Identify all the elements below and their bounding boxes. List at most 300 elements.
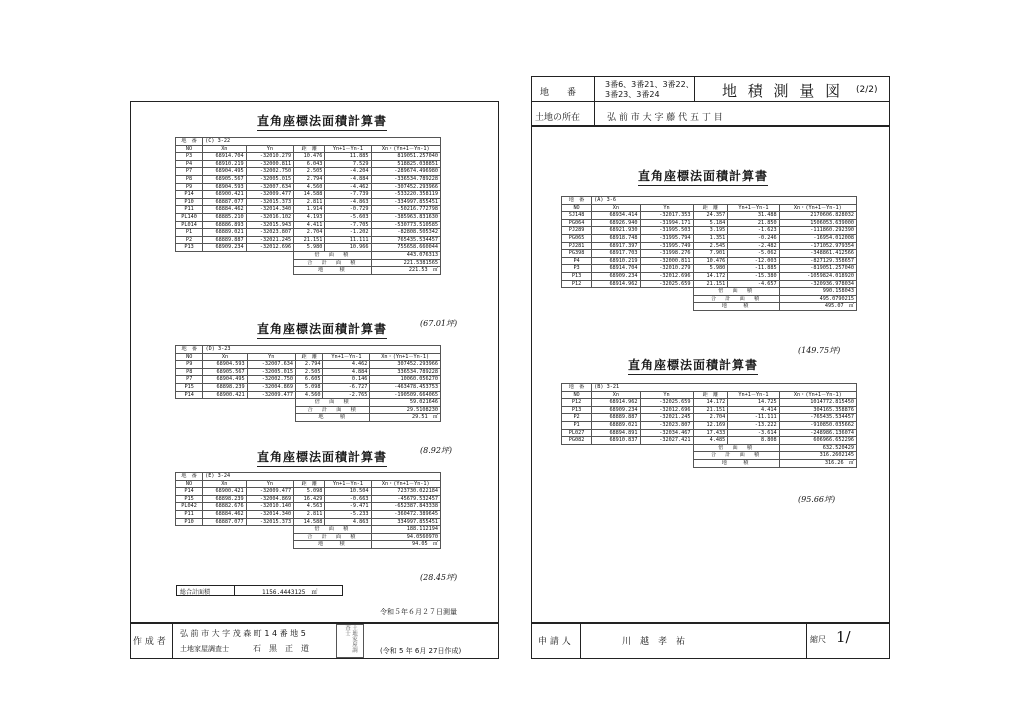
page-number: (2/2) bbox=[856, 85, 878, 95]
table-cell: -3.614 bbox=[728, 429, 779, 437]
table-cell: -32010.279 bbox=[640, 265, 693, 273]
table-cell: P11 bbox=[176, 510, 203, 518]
scale-divider bbox=[806, 623, 807, 659]
table-cell: 68910.219 bbox=[203, 160, 246, 168]
summary-spacer bbox=[176, 541, 294, 549]
table-cell: 68889.021 bbox=[203, 229, 246, 237]
table-cell: 31.488 bbox=[728, 212, 779, 220]
table-e bbox=[175, 472, 441, 549]
table-cell: -31998.276 bbox=[640, 250, 693, 258]
column-header: NO bbox=[176, 145, 203, 153]
table-cell: -15.380 bbox=[728, 272, 779, 280]
table-cell: 68934.414 bbox=[592, 212, 640, 220]
table-row bbox=[176, 191, 441, 199]
column-header: 距 離 bbox=[693, 204, 728, 212]
summary-spacer bbox=[176, 526, 294, 534]
table-cell: 5.980 bbox=[294, 244, 325, 252]
table-cell: -1059824.018920 bbox=[779, 272, 856, 280]
table-cell: P7 bbox=[176, 376, 203, 384]
column-header: Xn・(Yn+1－Yn-1) bbox=[779, 204, 856, 212]
table-cell: 10060.056270 bbox=[370, 376, 441, 384]
land-area-row bbox=[176, 267, 441, 275]
lot-row bbox=[562, 197, 857, 205]
table-row bbox=[562, 406, 857, 414]
table-cell: 2.505 bbox=[295, 368, 323, 376]
double-area-label: 倍 面 積 bbox=[294, 526, 371, 534]
table-cell: 5.098 bbox=[295, 383, 323, 391]
total-area-row bbox=[176, 406, 441, 414]
table-cell: 4.193 bbox=[294, 213, 325, 221]
table-cell: 68921.930 bbox=[592, 227, 640, 235]
table-cell: P13 bbox=[562, 406, 592, 414]
table-row bbox=[176, 368, 441, 376]
table-cell: -348861.412566 bbox=[779, 250, 856, 258]
table-cell: 1.914 bbox=[294, 206, 325, 214]
column-header: Yn+1－Yn-1 bbox=[325, 480, 371, 488]
land-area-value: 316.26 ㎡ bbox=[779, 459, 856, 467]
lot-value: (C) 3-22 bbox=[203, 138, 441, 146]
table-e-title: 直角座標法面積計算書 bbox=[257, 448, 387, 467]
table-cell: 68914.704 bbox=[203, 153, 246, 161]
column-header: Yn+1－Yn-1 bbox=[325, 145, 371, 153]
table-cell: 68914.962 bbox=[592, 399, 640, 407]
table-cell: -32000.811 bbox=[640, 257, 693, 265]
column-header: Xn bbox=[203, 145, 246, 153]
column-header: Yn+1－Yn-1 bbox=[728, 391, 779, 399]
table-cell: -360472.389645 bbox=[371, 510, 440, 518]
table-cell: 5.098 bbox=[294, 488, 325, 496]
total-area-label: 合 計 面 積 bbox=[294, 259, 371, 267]
lot-row bbox=[176, 346, 441, 354]
table-cell: 2.811 bbox=[294, 510, 325, 518]
land-area-row bbox=[562, 459, 857, 467]
table-cell: 518825.038851 bbox=[371, 160, 440, 168]
table-row bbox=[176, 503, 441, 511]
table-cell: 4.462 bbox=[323, 361, 370, 369]
author-divider bbox=[172, 623, 173, 659]
table-row bbox=[176, 236, 441, 244]
table-cell: 68914.962 bbox=[592, 280, 640, 288]
summary-spacer bbox=[176, 251, 294, 259]
table-cell: -32034.467 bbox=[640, 429, 693, 437]
table-cell: 7.901 bbox=[693, 250, 728, 258]
table-a-body bbox=[562, 197, 857, 311]
total-area-value: 495.0790215 bbox=[779, 295, 856, 303]
table-cell: P14 bbox=[176, 191, 203, 199]
table-cell: -32023.807 bbox=[640, 421, 693, 429]
table-cell: -0.663 bbox=[325, 495, 371, 503]
table-cell: PG398 bbox=[562, 250, 592, 258]
header-row bbox=[176, 145, 441, 153]
table-cell: 2.545 bbox=[693, 242, 728, 250]
table-row bbox=[176, 198, 441, 206]
header-row bbox=[176, 480, 441, 488]
table-cell: -827129.358657 bbox=[779, 257, 856, 265]
table-cell: -32007.634 bbox=[247, 361, 295, 369]
table-cell: 10.966 bbox=[325, 244, 371, 252]
table-row bbox=[562, 234, 857, 242]
table-cell: 68884.462 bbox=[203, 206, 246, 214]
summary-spacer bbox=[176, 406, 296, 414]
table-cell: 68889.021 bbox=[592, 421, 640, 429]
double-area-label: 倍 面 積 bbox=[295, 399, 369, 407]
table-cell: 2.794 bbox=[294, 175, 325, 183]
table-cell: -32027.421 bbox=[640, 437, 693, 445]
land-area-label: 地 積 bbox=[295, 414, 369, 422]
table-cell: -32015.373 bbox=[246, 518, 294, 526]
double-area-row bbox=[176, 526, 441, 534]
lot-label: 地 番 bbox=[176, 346, 203, 354]
table-c-title: 直角座標法面積計算書 bbox=[257, 112, 387, 131]
table-cell: PL042 bbox=[176, 503, 203, 511]
double-area-row bbox=[176, 251, 441, 259]
column-header: Yn+1－Yn-1 bbox=[323, 353, 370, 361]
table-cell: 68884.462 bbox=[203, 510, 246, 518]
table-cell: P1 bbox=[562, 421, 592, 429]
column-header: Xn・(Yn+1－Yn-1) bbox=[371, 145, 440, 153]
column-header: NO bbox=[562, 391, 592, 399]
table-cell: SJ148 bbox=[562, 212, 592, 220]
table-cell: -32004.869 bbox=[247, 383, 295, 391]
lot-row bbox=[562, 384, 857, 392]
column-header: 距 離 bbox=[294, 480, 325, 488]
table-cell: -336534.789228 bbox=[371, 175, 440, 183]
table-row bbox=[176, 244, 441, 252]
table-cell: -32000.811 bbox=[246, 160, 294, 168]
table-cell: P7 bbox=[176, 168, 203, 176]
table-cell: 2.794 bbox=[295, 361, 323, 369]
table-cell: P13 bbox=[562, 272, 592, 280]
lot-value: (B) 3-21 bbox=[592, 384, 857, 392]
table-cell: PJ281 bbox=[562, 242, 592, 250]
double-area-value: 632.520429 bbox=[779, 444, 856, 452]
total-area-row bbox=[562, 452, 857, 460]
table-cell: 1014772.815450 bbox=[779, 399, 856, 407]
total-area-value: 29.5108230 bbox=[370, 406, 441, 414]
table-cell: -12.003 bbox=[728, 257, 779, 265]
table-cell: P14 bbox=[176, 391, 203, 399]
table-cell: -11.111 bbox=[728, 414, 779, 422]
table-cell: 6.605 bbox=[295, 376, 323, 384]
double-area-row bbox=[176, 399, 441, 407]
table-cell: -289674.496980 bbox=[371, 168, 440, 176]
table-cell: -4.863 bbox=[325, 198, 371, 206]
table-row bbox=[176, 229, 441, 237]
table-cell: 4.411 bbox=[294, 221, 325, 229]
table-cell: -5.233 bbox=[325, 510, 371, 518]
double-area-value: 443.076313 bbox=[371, 251, 440, 259]
land-area-row bbox=[176, 414, 441, 422]
table-row bbox=[176, 160, 441, 168]
column-header: Xn bbox=[592, 391, 640, 399]
lot-label: 地 番 bbox=[176, 138, 203, 146]
table-cell: -385963.831630 bbox=[371, 213, 440, 221]
table-cell: -32010.140 bbox=[246, 503, 294, 511]
table-cell: 10.504 bbox=[325, 488, 371, 496]
table-cell: -32017.353 bbox=[640, 212, 693, 220]
table-cell: -31994.171 bbox=[640, 219, 693, 227]
table-row bbox=[176, 510, 441, 518]
table-cell: -32012.696 bbox=[640, 406, 693, 414]
table-cell: 68900.421 bbox=[203, 191, 246, 199]
header-row bbox=[562, 204, 857, 212]
table-cell: -5.062 bbox=[728, 250, 779, 258]
table-cell: -32021.245 bbox=[246, 236, 294, 244]
table-cell: 10.476 bbox=[693, 257, 728, 265]
double-area-label: 倍 面 積 bbox=[294, 251, 371, 259]
table-cell: PG082 bbox=[562, 437, 592, 445]
column-header: Yn+1－Yn-1 bbox=[728, 204, 779, 212]
table-cell: -7.739 bbox=[325, 191, 371, 199]
table-cell: -0.246 bbox=[728, 234, 779, 242]
table-row bbox=[562, 242, 857, 250]
lot-value: (D) 3-23 bbox=[203, 346, 441, 354]
table-cell: -32002.750 bbox=[246, 168, 294, 176]
table-cell: 16.429 bbox=[294, 495, 325, 503]
table-cell: 21.850 bbox=[728, 219, 779, 227]
table-cell: -32009.477 bbox=[246, 191, 294, 199]
table-cell: 68882.676 bbox=[203, 503, 246, 511]
table-cell: 21.151 bbox=[294, 236, 325, 244]
table-cell: 17.433 bbox=[693, 429, 728, 437]
double-area-label: 倍 面 積 bbox=[693, 444, 779, 452]
grand-total-value: 1156.4443125 ㎡ bbox=[262, 589, 318, 596]
column-header: Xn bbox=[203, 480, 246, 488]
table-cell: 307452.293966 bbox=[370, 361, 441, 369]
table-cell: -5.603 bbox=[325, 213, 371, 221]
table-cell: 1506053.639000 bbox=[779, 219, 856, 227]
column-header: Yn bbox=[247, 353, 295, 361]
table-cell: -463478.453753 bbox=[370, 383, 441, 391]
table-d-title: 直角座標法面積計算書 bbox=[257, 320, 387, 339]
table-cell: -32002.750 bbox=[247, 376, 295, 384]
column-header: Xn・(Yn+1－Yn-1) bbox=[371, 480, 440, 488]
table-cell: -765435.534457 bbox=[779, 414, 856, 422]
table-cell: P3 bbox=[562, 265, 592, 273]
table-cell: 68918.748 bbox=[592, 234, 640, 242]
column-header: Xn・(Yn+1－Yn-1) bbox=[370, 353, 441, 361]
table-cell: 0.146 bbox=[323, 376, 370, 384]
lot-row bbox=[176, 138, 441, 146]
table-cell: P3 bbox=[176, 153, 203, 161]
table-cell: 2170606.828032 bbox=[779, 212, 856, 220]
grand-total-divider bbox=[234, 585, 235, 596]
summary-spacer bbox=[562, 444, 694, 452]
table-cell: 11.885 bbox=[325, 153, 371, 161]
summary-spacer bbox=[562, 452, 694, 460]
table-row bbox=[562, 257, 857, 265]
table-a-title: 直角座標法面積計算書 bbox=[638, 167, 768, 186]
table-cell: 14.725 bbox=[728, 399, 779, 407]
table-cell: 755658.660044 bbox=[371, 244, 440, 252]
table-cell: 68909.234 bbox=[592, 272, 640, 280]
table-cell: P9 bbox=[176, 183, 203, 191]
table-cell: P10 bbox=[176, 198, 203, 206]
table-cell: -32012.696 bbox=[246, 244, 294, 252]
table-c bbox=[175, 137, 441, 275]
table-cell: 4.884 bbox=[323, 368, 370, 376]
table-cell: 723730.022184 bbox=[371, 488, 440, 496]
table-cell: 68917.703 bbox=[592, 250, 640, 258]
table-row bbox=[176, 153, 441, 161]
table-cell: P8 bbox=[176, 175, 203, 183]
lot-label: 地 番 bbox=[562, 384, 592, 392]
land-area-label: 地 積 bbox=[294, 541, 371, 549]
author-title: 土地家屋調査士 bbox=[180, 645, 229, 653]
table-cell: 68885.210 bbox=[203, 213, 246, 221]
double-area-value: 188.112194 bbox=[371, 526, 440, 534]
table-cell: 2.704 bbox=[294, 229, 325, 237]
table-cell: P2 bbox=[562, 414, 592, 422]
table-cell: 2.811 bbox=[294, 198, 325, 206]
table-cell: -248986.136074 bbox=[779, 429, 856, 437]
summary-spacer bbox=[176, 267, 294, 275]
table-cell: P15 bbox=[176, 495, 203, 503]
table-cell: 8.808 bbox=[728, 437, 779, 445]
table-e-handwritten: (28.45坪) bbox=[420, 573, 458, 582]
summary-spacer bbox=[176, 414, 296, 422]
table-cell: P9 bbox=[176, 361, 203, 369]
table-cell: 68910.219 bbox=[592, 257, 640, 265]
summary-spacer bbox=[562, 295, 694, 303]
table-row bbox=[562, 227, 857, 235]
table-d-handwritten: (8.92坪) bbox=[420, 446, 453, 455]
double-area-value: 59.021646 bbox=[370, 399, 441, 407]
table-cell: 68910.837 bbox=[592, 437, 640, 445]
table-cell: -334997.855451 bbox=[371, 198, 440, 206]
land-area-value: 29.51 ㎡ bbox=[370, 414, 441, 422]
table-cell: P11 bbox=[176, 206, 203, 214]
table-cell: -45679.532457 bbox=[371, 495, 440, 503]
table-cell: 68900.421 bbox=[203, 391, 247, 399]
table-cell: P2 bbox=[176, 236, 203, 244]
column-header: Yn bbox=[246, 145, 294, 153]
table-cell: -2.482 bbox=[728, 242, 779, 250]
table-a bbox=[561, 196, 857, 311]
column-header: Xn・(Yn+1－Yn-1) bbox=[779, 391, 856, 399]
table-cell: -32015.373 bbox=[246, 198, 294, 206]
table-cell: -16954.012008 bbox=[779, 234, 856, 242]
table-cell: 68905.567 bbox=[203, 368, 247, 376]
double-area-value: 990.158043 bbox=[779, 288, 856, 296]
chiban-value-1: 3番6、3番21、3番22、 bbox=[605, 80, 694, 89]
table-cell: -32014.340 bbox=[246, 206, 294, 214]
total-area-label: 合 計 面 積 bbox=[693, 452, 779, 460]
table-row bbox=[562, 272, 857, 280]
table-cell: 4.485 bbox=[693, 437, 728, 445]
table-cell: 304165.358876 bbox=[779, 406, 856, 414]
table-cell: -1.202 bbox=[325, 229, 371, 237]
table-cell: P4 bbox=[562, 257, 592, 265]
table-cell: -31995.503 bbox=[640, 227, 693, 235]
table-cell: -32021.245 bbox=[640, 414, 693, 422]
table-cell: P8 bbox=[176, 368, 203, 376]
table-row bbox=[562, 414, 857, 422]
table-row bbox=[562, 421, 857, 429]
table-cell: -307452.293966 bbox=[371, 183, 440, 191]
table-row bbox=[176, 221, 441, 229]
table-cell: 4.560 bbox=[295, 391, 323, 399]
table-cell: -32004.869 bbox=[246, 495, 294, 503]
table-b-title: 直角座標法面積計算書 bbox=[628, 356, 758, 375]
table-cell: 68909.234 bbox=[592, 406, 640, 414]
table-cell: 24.357 bbox=[693, 212, 728, 220]
table-cell: -31995.794 bbox=[640, 234, 693, 242]
lot-value: (E) 3-24 bbox=[203, 473, 441, 481]
table-row bbox=[176, 183, 441, 191]
table-cell: -32009.477 bbox=[247, 391, 295, 399]
summary-spacer bbox=[176, 533, 294, 541]
scale-value: 1/ bbox=[836, 628, 851, 646]
table-cell: 68926.940 bbox=[592, 219, 640, 227]
table-cell: PJ289 bbox=[562, 227, 592, 235]
table-cell: 10.476 bbox=[294, 153, 325, 161]
land-area-row bbox=[176, 541, 441, 549]
table-row bbox=[176, 175, 441, 183]
table-row bbox=[562, 399, 857, 407]
table-cell: -4.884 bbox=[325, 175, 371, 183]
table-row bbox=[562, 219, 857, 227]
table-row bbox=[562, 250, 857, 258]
land-area-label: 地 積 bbox=[693, 303, 779, 311]
column-header: Yn bbox=[640, 204, 693, 212]
table-a-handwritten: (149.75坪) bbox=[798, 346, 841, 355]
location-value: 弘 前 市 大 字 藤 代 五 丁 目 bbox=[607, 113, 723, 123]
drawing-title: 地 積 測 量 図 bbox=[722, 82, 844, 100]
table-cell: -32005.015 bbox=[246, 175, 294, 183]
table-cell: 14.172 bbox=[693, 272, 728, 280]
table-cell: 7.529 bbox=[325, 160, 371, 168]
table-cell: 68889.887 bbox=[203, 236, 246, 244]
table-cell: -4.462 bbox=[325, 183, 371, 191]
applicant-label: 申 請 人 bbox=[538, 637, 571, 647]
summary-spacer bbox=[176, 259, 294, 267]
table-cell: PL140 bbox=[176, 213, 203, 221]
table-cell: -7.705 bbox=[325, 221, 371, 229]
table-cell: 14.172 bbox=[693, 399, 728, 407]
author-address: 弘 前 市 大 字 茂 森 町 1 4 番 地 5 bbox=[180, 629, 306, 638]
table-cell: 4.563 bbox=[294, 503, 325, 511]
table-d-body bbox=[176, 346, 441, 422]
table-cell: -32025.659 bbox=[640, 280, 693, 288]
total-area-label: 合 計 面 積 bbox=[294, 533, 371, 541]
column-header: 距 離 bbox=[294, 145, 325, 153]
table-row bbox=[176, 488, 441, 496]
column-header: 距 離 bbox=[693, 391, 728, 399]
table-b bbox=[561, 383, 857, 468]
table-cell: -9.471 bbox=[325, 503, 371, 511]
table-cell: -13.222 bbox=[728, 421, 779, 429]
table-cell: -32005.015 bbox=[247, 368, 295, 376]
table-row bbox=[176, 391, 441, 399]
table-cell: -32015.943 bbox=[246, 221, 294, 229]
table-cell: 5.184 bbox=[693, 219, 728, 227]
table-cell: -32025.659 bbox=[640, 399, 693, 407]
table-cell: 336534.789228 bbox=[370, 368, 441, 376]
total-area-row bbox=[176, 533, 441, 541]
table-cell: 68886.893 bbox=[203, 221, 246, 229]
table-cell: 68889.887 bbox=[592, 414, 640, 422]
table-cell: -82808.505342 bbox=[371, 229, 440, 237]
table-c-body bbox=[176, 138, 441, 275]
land-area-row bbox=[562, 303, 857, 311]
table-cell: 21.151 bbox=[693, 406, 728, 414]
table-cell: -111860.292390 bbox=[779, 227, 856, 235]
table-cell: -910850.035662 bbox=[779, 421, 856, 429]
table-row bbox=[562, 265, 857, 273]
table-cell: P14 bbox=[176, 488, 203, 496]
location-label: 土地の所在 bbox=[535, 113, 581, 123]
